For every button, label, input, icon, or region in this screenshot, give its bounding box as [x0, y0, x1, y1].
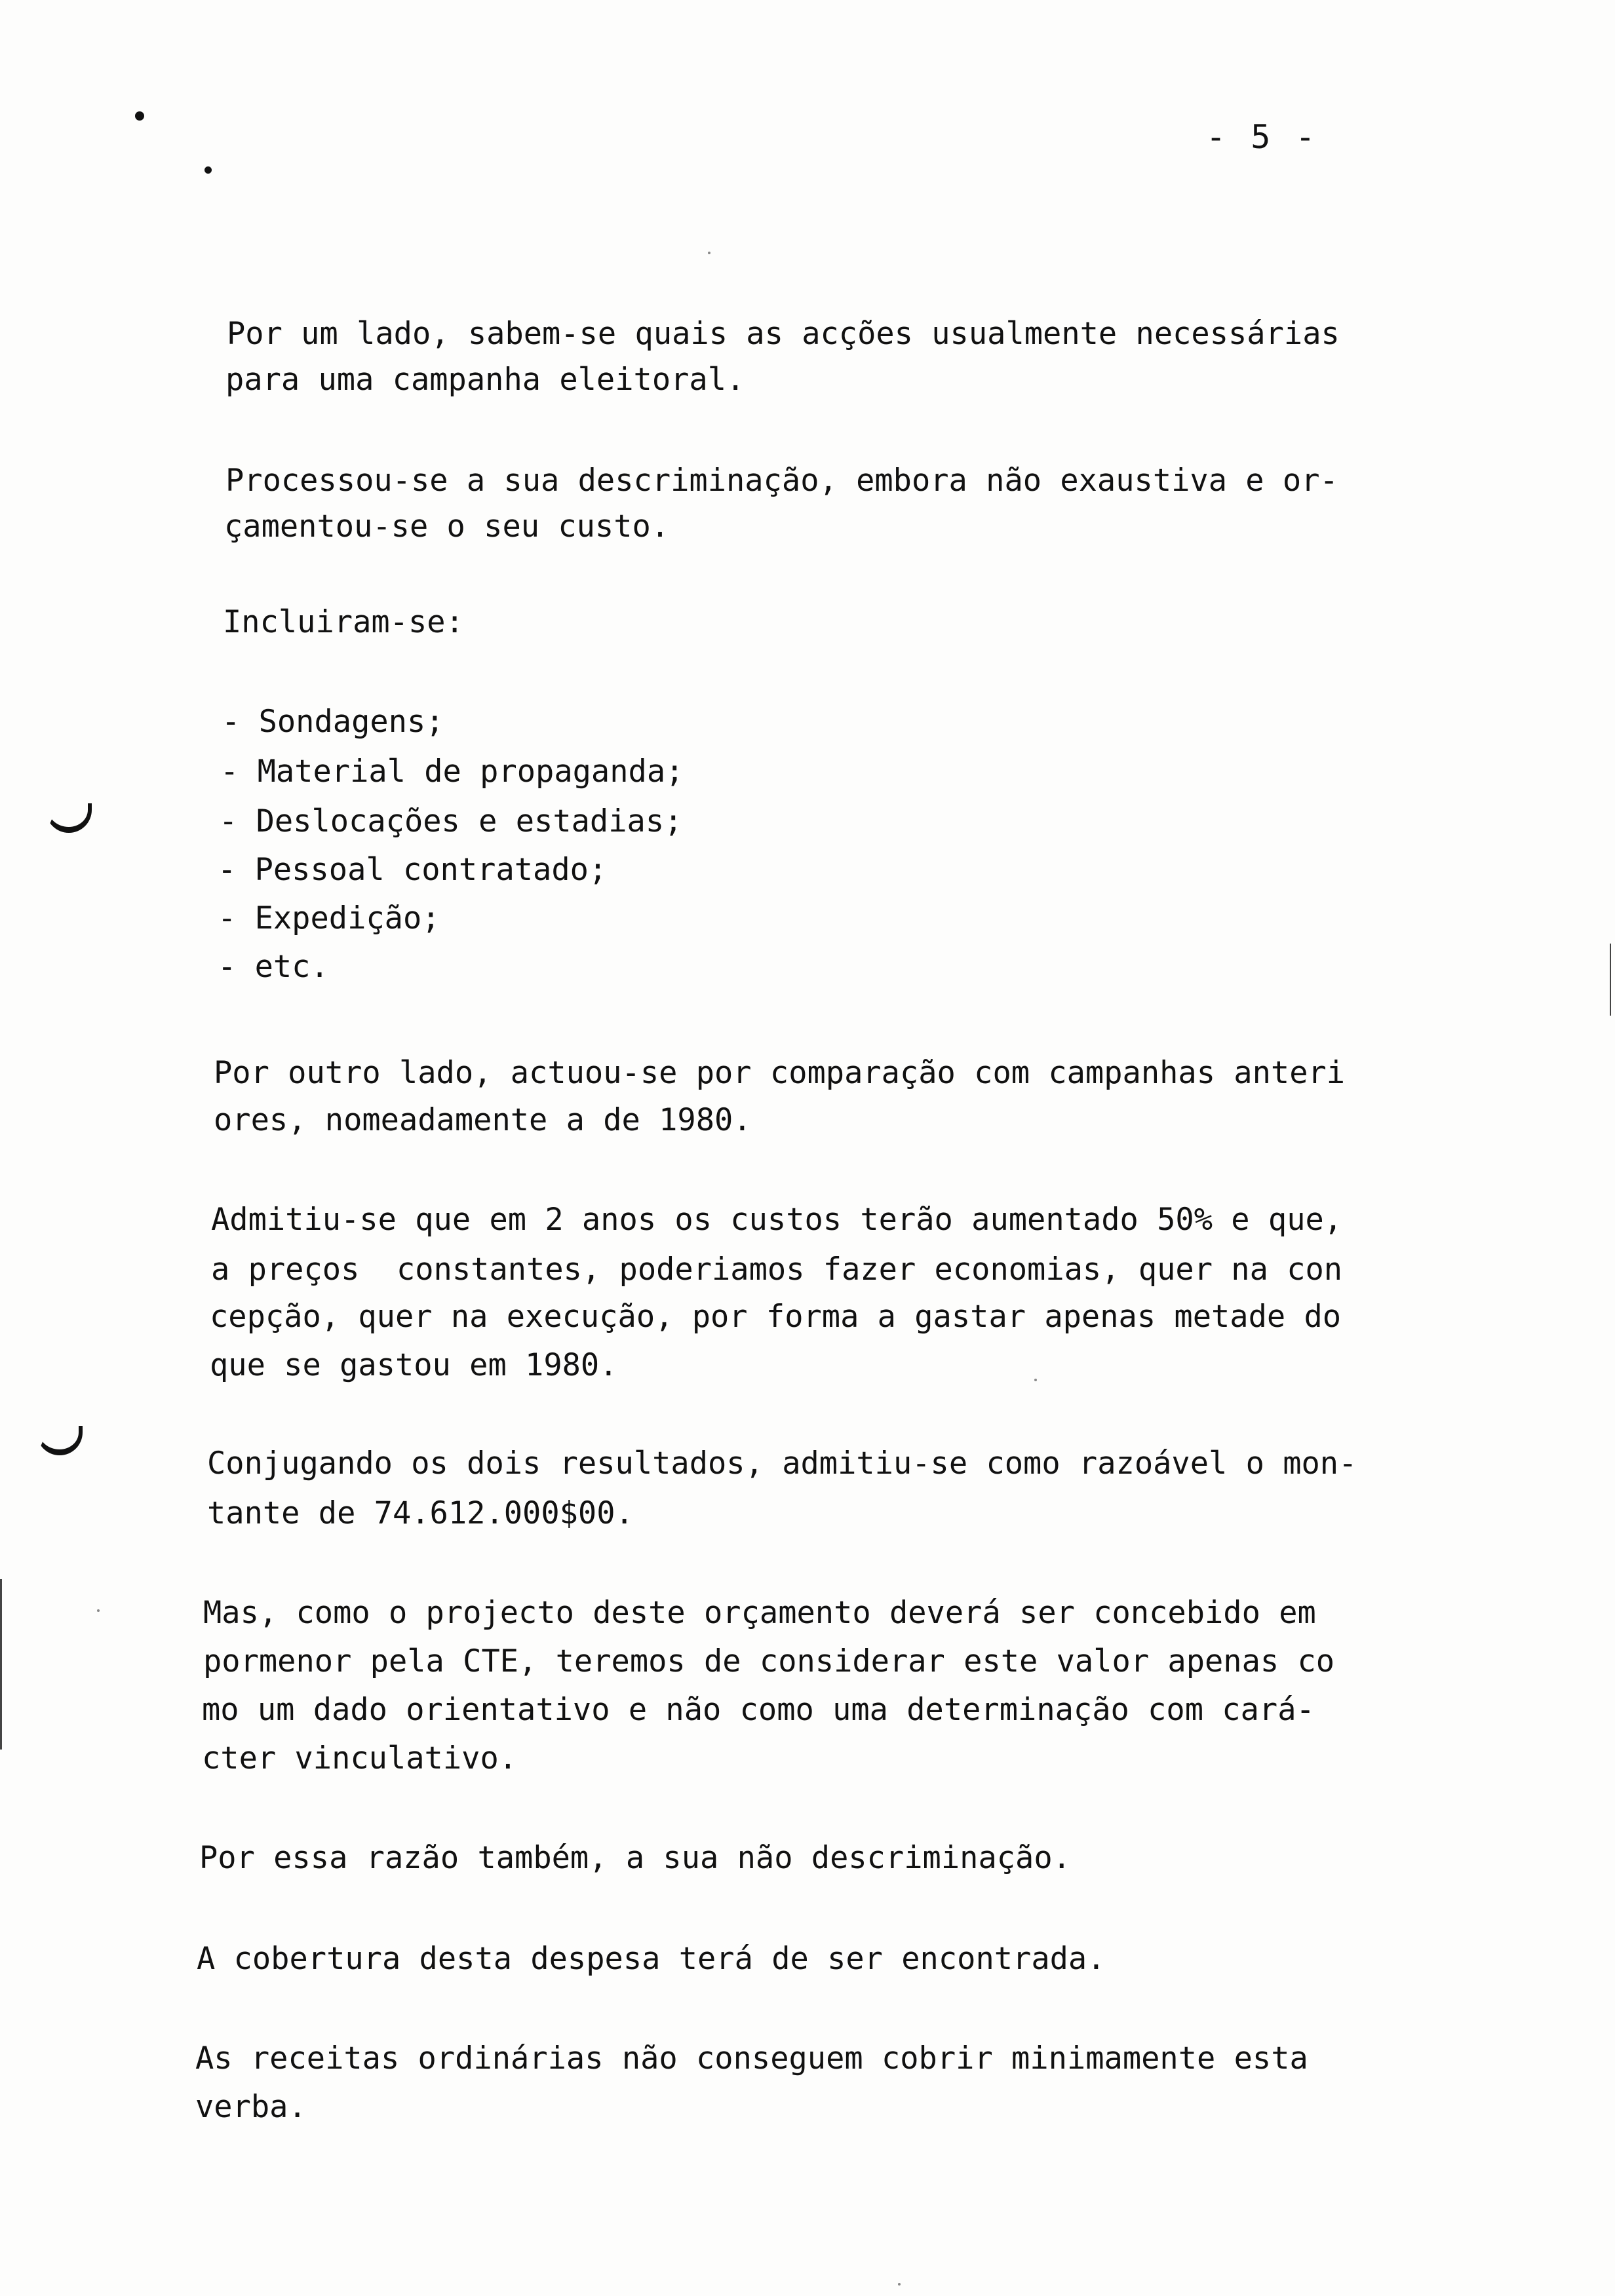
text-line: Mas, como o projecto deste orçamento deverá ser concebido em — [203, 1595, 1316, 1631]
list-item: - Sondagens; — [222, 704, 444, 740]
ink-mark — [135, 111, 144, 121]
text-line: çamentou-se o seu custo. — [224, 508, 670, 545]
text-line: Conjugando os dois resultados, admitiu-se como razoável o mon- — [207, 1445, 1357, 1482]
list-item: - etc. — [218, 949, 329, 985]
text-line: para uma campanha eleitoral. — [225, 362, 745, 398]
speck — [898, 2283, 901, 2286]
text-line: A cobertura desta despesa terá de ser encontrada. — [197, 1941, 1106, 1977]
list-item: - Material de propaganda; — [220, 754, 684, 790]
text-line: pormenor pela CTE, teremos de considerar este valor apenas co — [203, 1643, 1335, 1679]
text-line: mo um dado orientativo e não como uma determinação com cará- — [202, 1692, 1315, 1728]
speck — [1034, 1379, 1037, 1381]
text-line: cepção, quer na execução, por forma a gastar apenas metade do — [210, 1299, 1342, 1335]
right-edge-line — [1610, 944, 1611, 1016]
text-line: Processou-se a sua descriminação, embora não exaustiva e or- — [225, 463, 1338, 499]
text-line: Admitiu-se que em 2 anos os custos terão aumentado 50% e que, — [211, 1202, 1343, 1238]
punch-hole-mark — [37, 1426, 83, 1455]
left-edge-line — [0, 1579, 2, 1750]
list-item: - Pessoal contratado; — [218, 852, 608, 888]
page-number: - 5 - — [1206, 118, 1318, 156]
text-line: verba. — [195, 2089, 307, 2125]
text-line: Por um lado, sabem-se quais as acções usualmente necessárias — [227, 316, 1340, 352]
ink-mark — [204, 166, 212, 174]
text-line: Por outro lado, actuou-se por comparação com campanhas anteri — [214, 1055, 1346, 1091]
text-line: Incluiram-se: — [223, 604, 464, 640]
text-line: Por essa razão também, a sua não descriminação. — [199, 1840, 1071, 1876]
list-item: - Deslocações e estadias; — [219, 803, 683, 839]
speck — [97, 1609, 100, 1612]
text-line: tante de 74.612.000$00. — [207, 1495, 634, 1531]
speck — [708, 252, 710, 254]
text-line: a preços constantes, poderiamos fazer economias, quer na con — [211, 1252, 1343, 1288]
list-item: - Expedição; — [218, 900, 440, 936]
text-line: cter vinculativo. — [202, 1740, 518, 1776]
text-line: ores, nomeadamente a de 1980. — [214, 1102, 752, 1138]
text-line: As receitas ordinárias não conseguem cobrir minimamente esta — [195, 2040, 1308, 2076]
text-line: que se gastou em 1980. — [210, 1347, 618, 1383]
punch-hole-mark — [46, 803, 92, 833]
